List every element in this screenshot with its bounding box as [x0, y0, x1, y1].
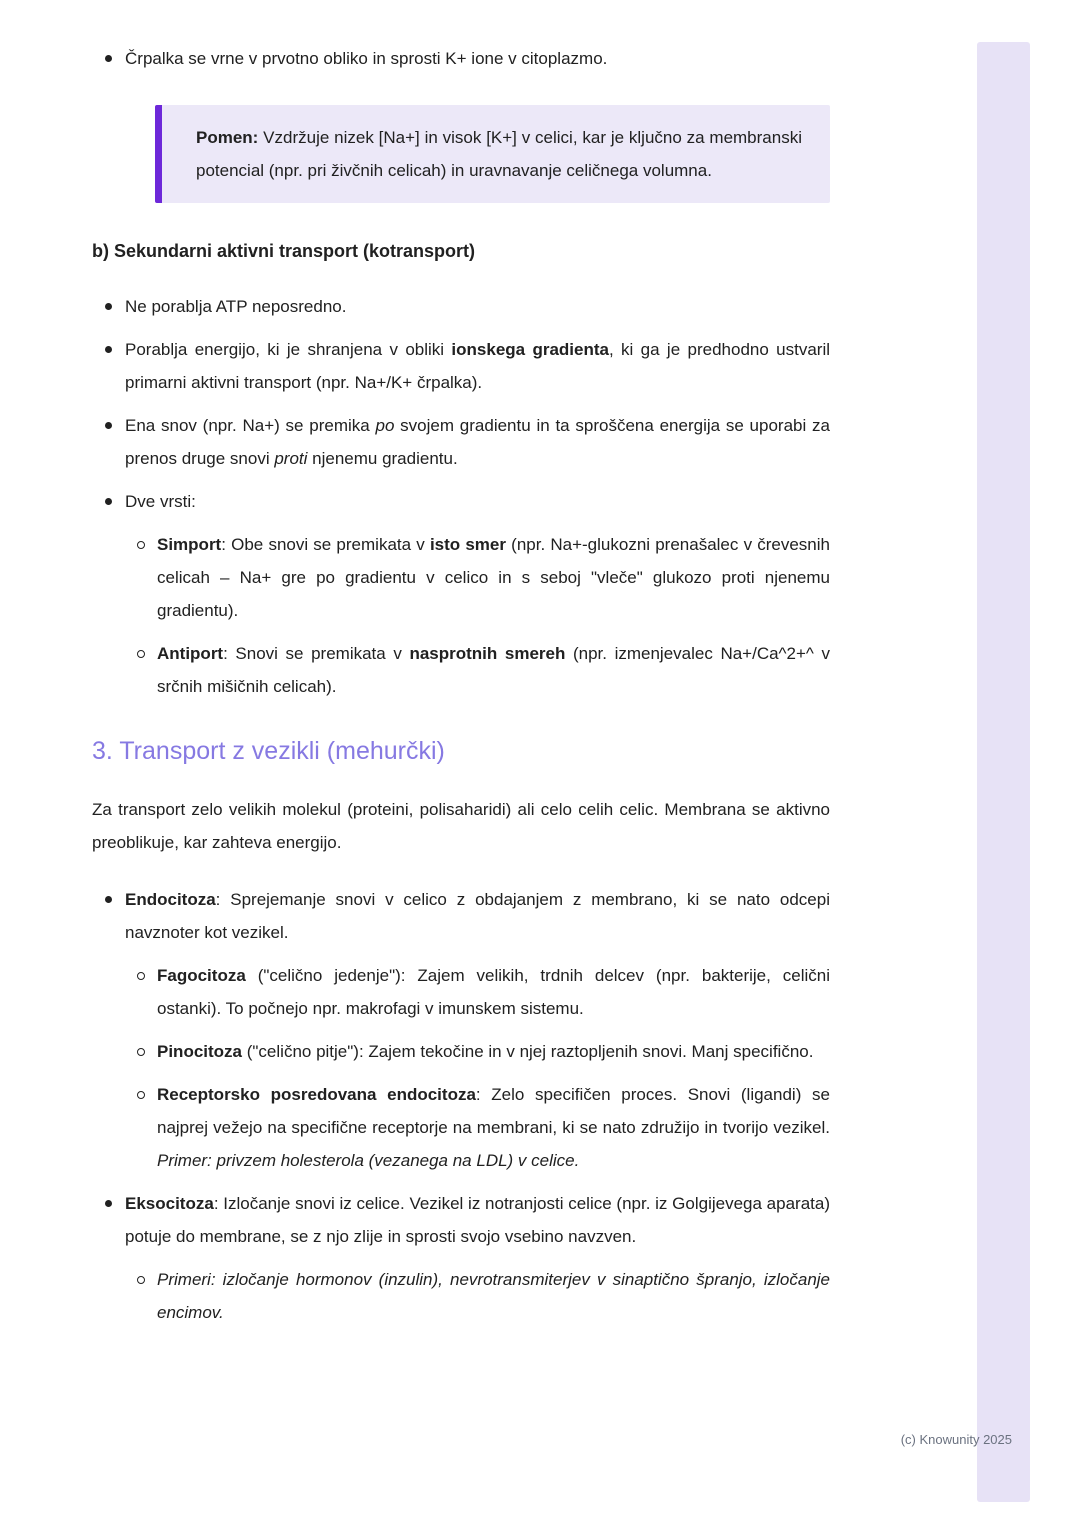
text-run: (npr. Na+-glukozni prenašalec v črevesnih celicah – Na+ gre po gradientu v celico in s seboj "vleče" glukozo proti njenemu gradientu).	[157, 535, 830, 620]
text-run: Simport	[157, 535, 222, 554]
callout-text	[196, 121, 802, 187]
list-item-text	[157, 1078, 830, 1177]
list-item-text	[125, 290, 830, 323]
text-run: : Snovi se premikata v	[223, 644, 410, 663]
text-run: Ne porablja ATP neposredno.	[125, 297, 347, 316]
text-run: : Obe snovi se premikata v	[221, 535, 430, 554]
list-item-text	[125, 409, 830, 475]
bullet-dot-icon	[105, 303, 112, 310]
text-run: Primeri: izločanje hormonov (inzulin), nevrotransmiterjev v sinaptično špranjo, izločanje encimov.	[157, 1270, 830, 1322]
list-item-text	[157, 1035, 830, 1068]
text-run: : Izločanje snovi iz celice. Vezikel iz notranjosti celice (npr. iz Golgijevega aparata) potuje do membrane, se z njo zlije in sprosti svojo vsebino navzven.	[125, 1194, 830, 1246]
sub-list-item	[92, 1078, 830, 1177]
paragraph	[92, 793, 830, 859]
list-item-text	[125, 333, 830, 399]
document-content	[92, 42, 830, 1339]
bullet-dot-icon	[105, 55, 112, 62]
sub-list-item	[92, 1263, 830, 1329]
text-run: : Sprejemanje snovi v celico z obdajanjem z membrano, ki se nato odcepi navznoter kot vezikel.	[125, 890, 830, 942]
text-run: ionskega gradienta	[451, 340, 609, 359]
text-run: 3. Transport z vezikli (mehurčki)	[92, 737, 445, 765]
bullet-circle-icon	[137, 541, 145, 549]
text-run: Endocitoza	[125, 890, 216, 909]
bullet-circle-icon	[137, 1048, 145, 1056]
text-run: isto smer	[429, 535, 506, 554]
text-run: Porablja energijo, ki je shranjena v obliki	[125, 340, 452, 359]
sub-list-item	[92, 1035, 830, 1068]
list-item-text	[125, 42, 830, 75]
bullet-circle-icon	[137, 972, 145, 980]
list-item-text	[125, 1187, 830, 1253]
list-item	[92, 409, 830, 475]
sub-list-item	[92, 637, 830, 703]
bullet-dot-icon	[105, 1200, 112, 1207]
sub-list-item	[92, 528, 830, 627]
bullet-dot-icon	[105, 498, 112, 505]
text-run: Dve vrsti:	[125, 492, 196, 511]
text-run: ("celično pitje"): Zajem tekočine in v njej raztopljenih snovi. Manj specifično.	[242, 1042, 814, 1061]
bullet-circle-icon	[137, 1091, 145, 1099]
list-item-text	[157, 528, 830, 627]
list-item	[92, 333, 830, 399]
list-item	[92, 290, 830, 323]
text-run: Receptorsko posredovana endocitoza	[157, 1085, 476, 1104]
list-item-text	[125, 883, 830, 949]
text-run: Pomen:	[196, 128, 259, 147]
text-run: nasprotnih smereh	[409, 644, 566, 663]
text-run: Eksocitoza	[125, 1194, 214, 1213]
bullet-circle-icon	[137, 1276, 145, 1284]
section-heading	[92, 731, 830, 771]
list-item	[92, 1187, 830, 1253]
text-run: po	[375, 416, 395, 435]
text-run: Ena snov (npr. Na+) se premika	[125, 416, 376, 435]
text-run: Črpalka se vrne v prvotno obliko in sprosti K+ ione v citoplazmo.	[125, 49, 608, 68]
text-run: Antiport	[157, 644, 224, 663]
text-run: : Zelo specifičen proces. Snovi (ligandi) se najprej vežejo na specifične receptorje na membrani, ki se nato združijo in tvorijo vezikel.	[157, 1085, 830, 1137]
text-run: njenemu gradientu.	[307, 449, 458, 468]
copyright-footer: (c) Knowunity 2025	[900, 1432, 1012, 1447]
bullet-dot-icon	[105, 346, 112, 353]
text-run: , ki ga je predhodno ustvaril primarni aktivni transport (npr. Na+/K+ črpalka).	[125, 340, 830, 392]
list-item	[92, 485, 830, 518]
text-run: b) Sekundarni aktivni transport (kotransport)	[92, 241, 476, 261]
text-run: (npr. izmenjevalec Na+/Ca^2+^ v srčnih mišičnih celicah).	[157, 644, 830, 696]
subsection-heading	[92, 235, 830, 268]
list-item	[92, 42, 830, 75]
list-item-text	[125, 485, 830, 518]
text-run: Za transport zelo velikih molekul (proteini, polisaharidi) ali celo celih celic. Membrana se aktivno preoblikuje, kar zahteva energijo.	[92, 800, 830, 852]
text-run: Pinocitoza	[157, 1042, 243, 1061]
bullet-circle-icon	[137, 650, 145, 658]
bullet-dot-icon	[105, 896, 112, 903]
text-run: svojem gradientu in ta sproščena energija se uporabi za prenos druge snovi	[125, 416, 830, 468]
list-item-text	[157, 959, 830, 1025]
list-item	[92, 883, 830, 949]
list-item-text	[157, 637, 830, 703]
text-run: proti	[274, 449, 308, 468]
bullet-dot-icon	[105, 422, 112, 429]
text-run: ("celično jedenje"): Zajem velikih, trdnih delcev (npr. bakterije, celični ostanki). To počnejo npr. makrofagi v imunskem sistemu.	[157, 966, 830, 1018]
text-run: Primer: privzem holesterola (vezanega na LDL) v celice.	[157, 1151, 580, 1170]
page-edge-strip	[977, 42, 1030, 1502]
text-run: Vzdržuje nizek [Na+] in visok [K+] v celici, kar je ključno za membranski potencial (npr. pri živčnih celicah) in uravnavanje celičnega volumna.	[196, 128, 802, 180]
callout-box	[155, 105, 830, 203]
list-item-text	[157, 1263, 830, 1329]
text-run: Fagocitoza	[157, 966, 246, 985]
sub-list-item	[92, 959, 830, 1025]
